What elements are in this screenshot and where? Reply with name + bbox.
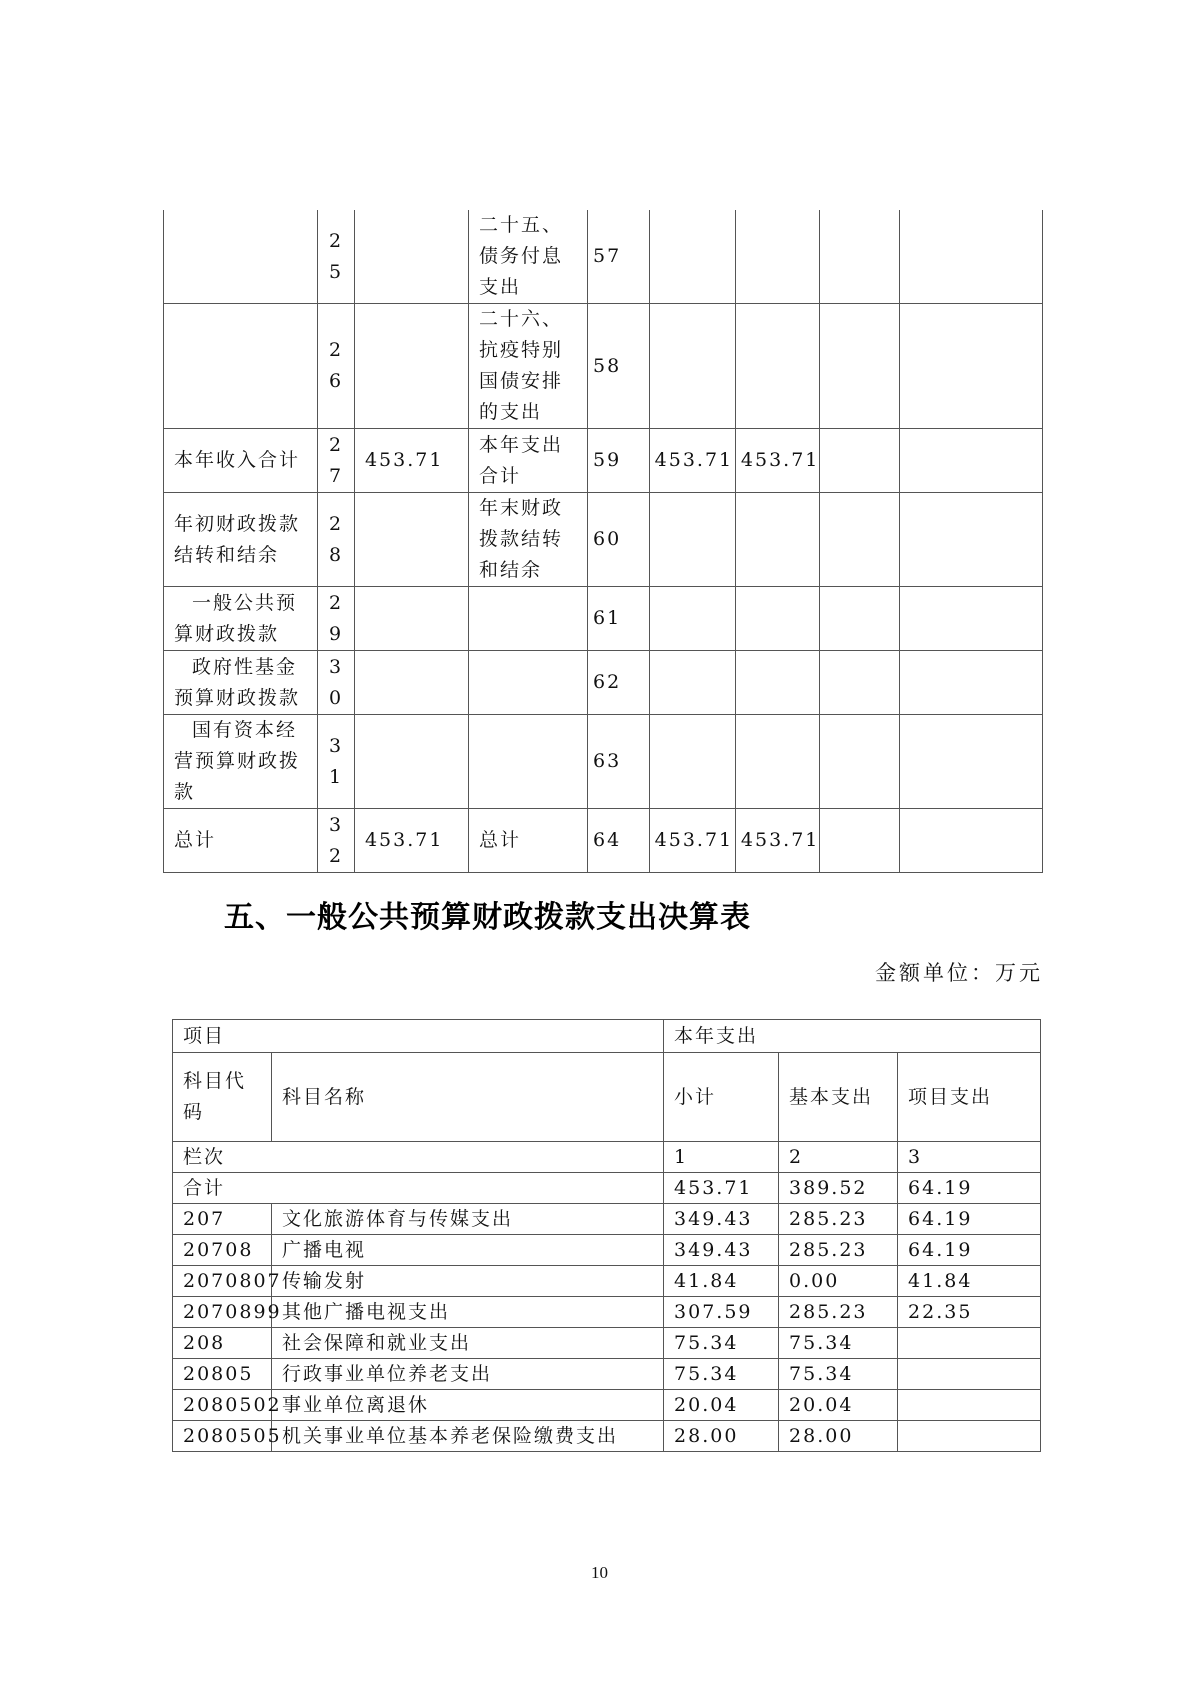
income-item-label-line: 算财政拨款 [174, 622, 280, 645]
column-number-2: 2 [779, 1142, 898, 1173]
income-line-number-line: 3 [328, 734, 344, 757]
government-fund-amount [820, 715, 900, 809]
cell-basic: 285.23 [779, 1297, 898, 1328]
income-line-number-line: 2 [328, 229, 344, 252]
cell-name: 文化旅游体育与传媒支出 [272, 1204, 664, 1235]
government-fund-amount [820, 809, 900, 873]
expenditure-item-label-line: 债务付息 [478, 245, 563, 267]
cell-code: 2070899 [173, 1297, 272, 1328]
expenditure-item-label [468, 715, 587, 809]
table-row [164, 809, 1043, 873]
income-line-number [318, 429, 355, 493]
expenditure-item-label [468, 651, 587, 715]
expenditure-line-number: 62 [588, 651, 650, 715]
table-row [164, 651, 1043, 715]
cell-basic: 285.23 [779, 1204, 898, 1235]
income-amount [354, 715, 468, 809]
state-capital-amount [900, 304, 1043, 429]
income-item-label [164, 809, 318, 873]
expenditure-line-number: 60 [588, 493, 650, 587]
cell-code: 208 [173, 1328, 272, 1359]
expenditure-total: 453.71 [649, 429, 735, 493]
cell-name: 事业单位离退休 [272, 1390, 664, 1421]
table-row [173, 1204, 1041, 1235]
expenditure-item-label [468, 493, 587, 587]
cell-project: 22.35 [898, 1297, 1041, 1328]
column-number-1: 1 [664, 1142, 779, 1173]
income-line-number-line: 5 [328, 260, 344, 283]
expenditure-item-label-line: 支出 [478, 276, 521, 298]
cell-basic: 20.04 [779, 1390, 898, 1421]
government-fund-amount [820, 429, 900, 493]
cell-code: 20805 [173, 1359, 272, 1390]
income-line-number-line: 8 [328, 543, 344, 566]
income-amount [354, 210, 468, 304]
income-line-number-line: 3 [328, 655, 344, 678]
cell-name: 传输发射 [272, 1266, 664, 1297]
expenditure-item-label [468, 429, 587, 493]
header-subtotal: 小计 [664, 1053, 779, 1142]
cell-basic: 0.00 [779, 1266, 898, 1297]
cell-subtotal: 28.00 [664, 1421, 779, 1452]
income-line-number-line: 1 [328, 765, 344, 788]
expenditure-line-number: 59 [588, 429, 650, 493]
cell-subtotal: 349.43 [664, 1204, 779, 1235]
income-item-label [164, 210, 318, 304]
cell-code: 207 [173, 1204, 272, 1235]
income-item-label [164, 304, 318, 429]
expenditure-line-number: 61 [588, 587, 650, 651]
expenditure-total [649, 715, 735, 809]
income-line-number [318, 651, 355, 715]
cell-subtotal: 307.59 [664, 1297, 779, 1328]
header-name: 科目名称 [272, 1053, 664, 1142]
state-capital-amount [900, 429, 1043, 493]
income-line-number-line: 2 [328, 591, 344, 614]
income-amount [354, 587, 468, 651]
expenditure-item-label-line: 本年支出 [478, 433, 563, 456]
table-row [173, 1235, 1041, 1266]
cell-project [898, 1359, 1041, 1390]
state-capital-amount [900, 715, 1043, 809]
general-budget-amount [735, 493, 819, 587]
table-row [173, 1328, 1041, 1359]
income-line-number-line: 2 [328, 339, 344, 361]
income-line-number [318, 587, 355, 651]
state-capital-amount [900, 809, 1043, 873]
cell-code: 2080505 [173, 1421, 272, 1452]
income-line-number-line: 0 [328, 686, 344, 709]
table-row [164, 715, 1043, 809]
cell-project: 64.19 [898, 1235, 1041, 1266]
income-item-label-line: 结转和结余 [174, 543, 280, 566]
total-basic: 389.52 [779, 1173, 898, 1204]
general-budget-expenditure-table [172, 1019, 1041, 1452]
government-fund-amount [820, 210, 900, 304]
cell-basic: 75.34 [779, 1359, 898, 1390]
income-amount: 453.71 [354, 429, 468, 493]
expenditure-total [649, 210, 735, 304]
income-line-number-line: 7 [328, 464, 344, 487]
expenditure-item-label-line: 的支出 [478, 401, 542, 423]
table-row [164, 493, 1043, 587]
state-capital-amount [900, 493, 1043, 587]
income-item-label-line: 年初财政拨款 [174, 512, 301, 535]
cell-name: 行政事业单位养老支出 [272, 1359, 664, 1390]
expenditure-line-number: 63 [588, 715, 650, 809]
income-item-label [164, 587, 318, 651]
expenditure-total [649, 493, 735, 587]
general-budget-amount [735, 651, 819, 715]
income-line-number [318, 809, 355, 873]
cell-basic: 285.23 [779, 1235, 898, 1266]
government-fund-amount [820, 493, 900, 587]
expenditure-item-label-line: 和结余 [478, 559, 542, 581]
income-item-label-line: 政府性基金 [192, 655, 298, 678]
income-amount [354, 651, 468, 715]
table-row [164, 304, 1043, 429]
cell-subtotal: 41.84 [664, 1266, 779, 1297]
expenditure-item-label [468, 304, 587, 429]
income-line-number-line: 6 [328, 370, 344, 392]
expenditure-item-label-line: 二十五、 [478, 214, 563, 236]
government-fund-amount [820, 304, 900, 429]
cell-code: 2080502 [173, 1390, 272, 1421]
total-row [173, 1173, 1041, 1204]
general-budget-amount: 453.71 [735, 809, 819, 873]
income-line-number-line: 9 [328, 622, 344, 645]
cell-project [898, 1390, 1041, 1421]
cell-code: 20708 [173, 1235, 272, 1266]
income-amount: 453.71 [354, 809, 468, 873]
cell-basic: 75.34 [779, 1328, 898, 1359]
cell-name: 广播电视 [272, 1235, 664, 1266]
income-line-number-line: 3 [328, 813, 344, 836]
general-budget-amount [735, 210, 819, 304]
expenditure-item-label-line: 合计 [478, 464, 521, 487]
header-basic: 基本支出 [779, 1053, 898, 1142]
general-budget-amount [735, 587, 819, 651]
column-number-label: 栏次 [173, 1142, 664, 1173]
expenditure-item-label-line: 国债安排 [478, 370, 563, 392]
header-current-year: 本年支出 [664, 1020, 1041, 1053]
expenditure-item-label [468, 809, 587, 873]
income-amount [354, 493, 468, 587]
cell-subtotal: 75.34 [664, 1328, 779, 1359]
state-capital-amount [900, 587, 1043, 651]
income-expenditure-table-continued [163, 210, 1043, 873]
income-item-label-line: 本年收入合计 [174, 449, 301, 471]
state-capital-amount [900, 210, 1043, 304]
expenditure-item-label [468, 210, 587, 304]
income-line-number-line: 2 [328, 844, 344, 867]
table-row [164, 587, 1043, 651]
column-number-row [173, 1142, 1041, 1173]
income-line-number [318, 715, 355, 809]
income-item-label-line: 营预算财政拨 [174, 750, 301, 772]
column-number-3: 3 [898, 1142, 1041, 1173]
table-row [173, 1266, 1041, 1297]
cell-code: 2070807 [173, 1266, 272, 1297]
expenditure-item-label-line: 抗疫特别 [478, 339, 563, 361]
total-subtotal: 453.71 [664, 1173, 779, 1204]
expenditure-total: 453.71 [649, 809, 735, 873]
table-row [173, 1297, 1041, 1328]
cell-name: 机关事业单位基本养老保险缴费支出 [272, 1421, 664, 1452]
header-row [173, 1020, 1041, 1053]
header-project: 项目支出 [898, 1053, 1041, 1142]
income-line-number [318, 493, 355, 587]
subheader-row [173, 1053, 1041, 1142]
income-line-number-line: 2 [328, 433, 344, 456]
income-item-label-line: 国有资本经 [192, 719, 298, 741]
income-item-label-line: 一般公共预 [192, 591, 298, 614]
income-item-label-line: 总计 [174, 829, 217, 851]
cell-subtotal: 349.43 [664, 1235, 779, 1266]
income-item-label [164, 493, 318, 587]
income-item-label [164, 715, 318, 809]
cell-subtotal: 20.04 [664, 1390, 779, 1421]
income-item-label-line: 款 [174, 781, 196, 803]
table-row [173, 1390, 1041, 1421]
unit-label: 金额单位：万元 [875, 961, 1043, 985]
table-row [164, 210, 1043, 304]
page-number: 10 [591, 1563, 608, 1582]
income-line-number-line: 2 [328, 512, 344, 535]
expenditure-line-number: 58 [588, 304, 650, 429]
expenditure-line-number: 64 [588, 809, 650, 873]
table-row [164, 429, 1043, 493]
header-code: 科目代码 [173, 1053, 272, 1142]
table-row [173, 1421, 1041, 1452]
expenditure-item-label-line: 二十六、 [478, 308, 563, 330]
income-item-label [164, 651, 318, 715]
total-project: 64.19 [898, 1173, 1041, 1204]
cell-subtotal: 75.34 [664, 1359, 779, 1390]
expenditure-total [649, 304, 735, 429]
state-capital-amount [900, 651, 1043, 715]
cell-name: 其他广播电视支出 [272, 1297, 664, 1328]
expenditure-item-label [468, 587, 587, 651]
expenditure-total [649, 651, 735, 715]
cell-project: 41.84 [898, 1266, 1041, 1297]
general-budget-amount [735, 715, 819, 809]
government-fund-amount [820, 587, 900, 651]
cell-project: 64.19 [898, 1204, 1041, 1235]
general-budget-amount: 453.71 [735, 429, 819, 493]
expenditure-item-label-line: 拨款结转 [478, 528, 563, 550]
government-fund-amount [820, 651, 900, 715]
cell-project [898, 1421, 1041, 1452]
expenditure-total [649, 587, 735, 651]
cell-name: 社会保障和就业支出 [272, 1328, 664, 1359]
section-title: 五、一般公共预算财政拨款支出决算表 [224, 900, 751, 935]
income-item-label-line: 预算财政拨款 [174, 686, 301, 709]
expenditure-line-number: 57 [588, 210, 650, 304]
expenditure-item-label-line: 年末财政 [478, 497, 563, 519]
cell-basic: 28.00 [779, 1421, 898, 1452]
general-budget-amount [735, 304, 819, 429]
income-line-number [318, 304, 355, 429]
income-line-number [318, 210, 355, 304]
total-label: 合计 [173, 1173, 664, 1204]
table-row [173, 1359, 1041, 1390]
cell-project [898, 1328, 1041, 1359]
income-item-label [164, 429, 318, 493]
income-amount [354, 304, 468, 429]
header-item: 项目 [173, 1020, 664, 1053]
expenditure-item-label-line: 总计 [478, 829, 521, 851]
